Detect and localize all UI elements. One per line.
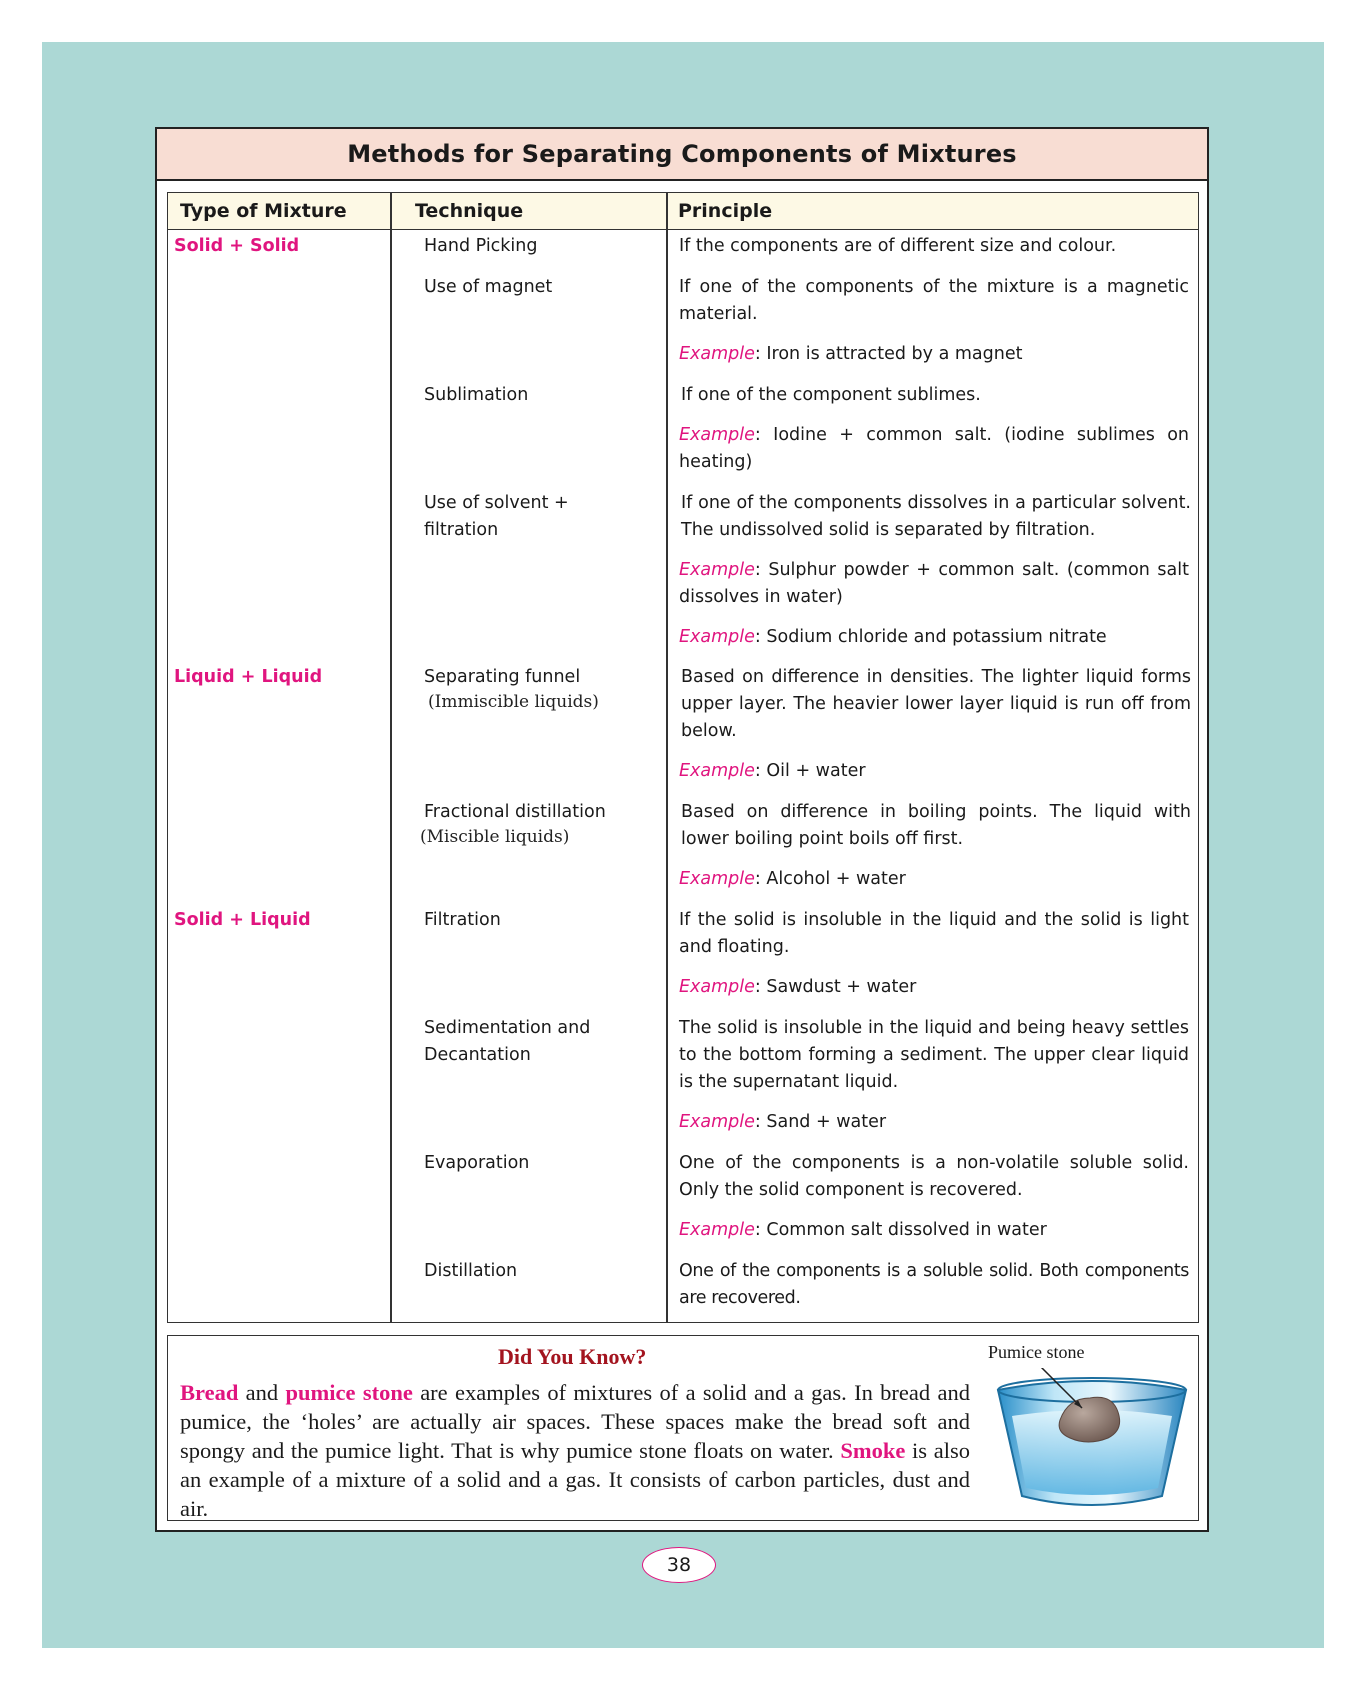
highlight-smoke: Smoke <box>840 1438 906 1463</box>
example-text: : Alcohol + water <box>754 869 906 889</box>
highlight-bread: Bread <box>180 1380 239 1405</box>
type-solid-liquid: Solid + Liquid <box>174 910 311 930</box>
page-title: Methods for Separating Components of Mixtures <box>347 140 1017 168</box>
tech-sedimentation <box>424 1015 590 1069</box>
tech-funnel <box>424 664 599 713</box>
column-divider-1 <box>390 193 392 1322</box>
methods-table <box>167 192 1199 1323</box>
example-filtration <box>679 974 1189 1001</box>
type-solid-solid: Solid + Solid <box>174 236 300 256</box>
example-funnel <box>679 758 1189 785</box>
tech-evaporation: Evaporation <box>424 1153 530 1173</box>
principle-filtration: If the solid is insoluble in the liquid and the solid is light and floating. <box>679 910 1189 957</box>
principle-fractional: Based on difference in boiling points. The liquid with lower boiling point boils off first. <box>681 802 1191 849</box>
principle-hand-picking: If the components are of different size and colour. <box>679 236 1117 256</box>
tech-fractional-note: (Miscible liquids) <box>420 827 570 847</box>
example-text: : Sulphur powder + common salt. (common salt dissolves in water) <box>679 560 1189 607</box>
example-evaporation <box>679 1217 1189 1244</box>
principle-sublimation: If one of the component sublimes. <box>681 385 981 405</box>
principle-evaporation: One of the components is a non-volatile soluble solid. Only the solid component is recovered. <box>679 1153 1189 1200</box>
example-text: : Iodine + common salt. (iodine sublimes on heating) <box>679 425 1189 472</box>
example-text: : Common salt dissolved in water <box>754 1220 1047 1240</box>
principle-sedimentation: The solid is insoluble in the liquid and being heavy settles to the bottom forming a sediment. The upper clear liquid is the supernatant liquid. <box>679 1018 1189 1092</box>
type-liquid-liquid: Liquid + Liquid <box>174 667 323 687</box>
example-text: : Sand + water <box>754 1112 887 1132</box>
tech-funnel-note: (Immiscible liquids) <box>428 692 599 712</box>
principle-funnel: Based on difference in densities. The lighter liquid forms upper layer. The heavier lower layer liquid is run off from below. <box>681 667 1191 741</box>
tech-fractional <box>420 799 606 848</box>
example-solvent-1 <box>679 557 1189 611</box>
example-text: : Iron is attracted by a magnet <box>754 344 1023 364</box>
title-bar <box>157 129 1207 181</box>
tech-hand-picking: Hand Picking <box>424 236 538 256</box>
example-label: Example <box>679 425 755 445</box>
text-part-2: is also an example of a mixture of a solid and a gas. It consists of carbon particles, dust and air. <box>180 1438 970 1521</box>
principle-distillation: One of the components is a soluble solid. Both components are recovered. <box>679 1261 1189 1308</box>
example-sublimation <box>679 422 1189 476</box>
pumice-bowl-illustration <box>990 1368 1194 1518</box>
example-fractional <box>679 866 1189 893</box>
tech-sedimentation-line1: Sedimentation and <box>424 1018 591 1038</box>
did-you-know-title: Did You Know? <box>498 1344 647 1369</box>
example-label: Example <box>679 560 755 580</box>
example-solvent-2 <box>679 624 1189 651</box>
tech-solvent <box>424 490 569 544</box>
example-label: Example <box>679 761 755 781</box>
example-sedimentation <box>679 1109 1189 1136</box>
did-you-know-text <box>180 1378 970 1523</box>
example-label: Example <box>679 977 755 997</box>
pumice-caption: Pumice stone <box>988 1342 1085 1362</box>
header-principle: Principle <box>678 200 773 222</box>
tech-distillation: Distillation <box>424 1261 518 1281</box>
header-technique: Technique <box>415 200 524 222</box>
tech-sublimation: Sublimation <box>424 385 529 405</box>
content-frame <box>155 127 1209 1532</box>
table-header-row <box>168 193 1198 230</box>
principle-solvent: If one of the components dissolves in a particular solvent. The undissolved solid is separated by filtration. <box>681 493 1191 540</box>
tech-solvent-line1: Use of solvent + <box>424 493 569 513</box>
example-text: : Sawdust + water <box>754 977 917 997</box>
example-label: Example <box>679 627 755 647</box>
example-text: : Sodium chloride and potassium nitrate <box>754 627 1107 647</box>
header-type: Type of Mixture <box>180 200 347 222</box>
text-and: and <box>238 1380 286 1405</box>
example-magnet <box>679 341 1189 368</box>
tech-magnet: Use of magnet <box>424 277 553 297</box>
did-you-know-box <box>167 1335 1199 1521</box>
tech-filtration: Filtration <box>424 910 501 930</box>
tech-sedimentation-line2: Decantation <box>424 1045 531 1065</box>
tech-solvent-line2: filtration <box>424 520 499 540</box>
tech-funnel-label: Separating funnel <box>424 667 581 687</box>
page-number: 38 <box>642 1547 716 1583</box>
example-label: Example <box>679 869 755 889</box>
column-divider-2 <box>666 193 668 1322</box>
principle-magnet: If one of the components of the mixture is a magnetic material. <box>679 277 1189 324</box>
highlight-pumice: pumice stone <box>285 1380 413 1405</box>
example-text: : Oil + water <box>754 761 866 781</box>
example-label: Example <box>679 1112 755 1132</box>
example-label: Example <box>679 344 755 364</box>
text-part-1: are examples of mixtures of a solid and a gas. In bread and pumice, the ‘holes’ are actually air spaces. These spaces make the bread soft and spongy and the pumice light. That is why pumice stone floats on water. <box>180 1380 970 1463</box>
example-label: Example <box>679 1220 755 1240</box>
tech-fractional-label: Fractional distillation <box>424 802 606 822</box>
